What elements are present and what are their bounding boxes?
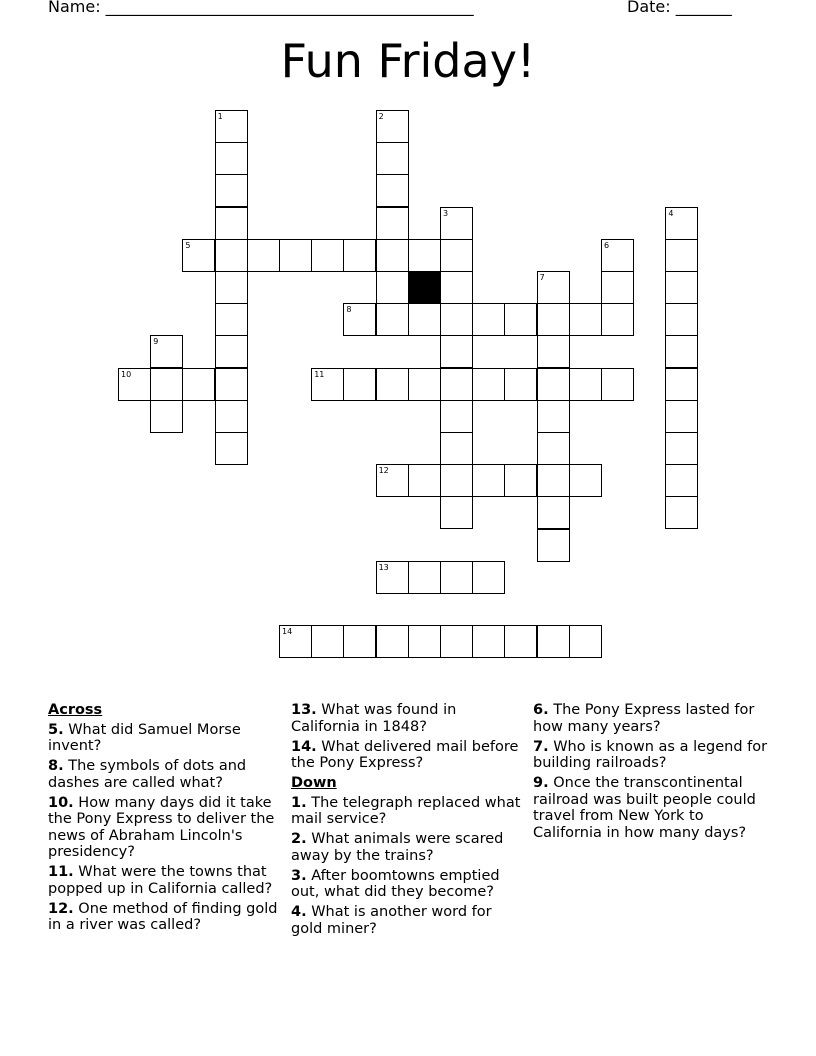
crossword-cell[interactable] xyxy=(440,271,473,304)
clue-across-5: 5. What did Samuel Morse invent? xyxy=(48,721,241,754)
crossword-cell[interactable] xyxy=(601,239,634,272)
crossword-cell[interactable] xyxy=(537,464,570,497)
crossword-cell[interactable] xyxy=(343,303,376,336)
clue-number: 9 xyxy=(153,337,159,347)
crossword-cell[interactable] xyxy=(376,207,409,240)
clue-down-7: 7. Who is known as a legend for building railroads? xyxy=(533,738,768,771)
crossword-cell[interactable] xyxy=(601,368,634,401)
crossword-cell[interactable] xyxy=(537,625,570,658)
crossword-cell[interactable] xyxy=(376,142,409,175)
crossword-cell[interactable] xyxy=(376,110,409,143)
crossword-cell[interactable] xyxy=(665,303,698,336)
crossword-cell[interactable] xyxy=(472,464,505,497)
clue-number: 5 xyxy=(185,240,191,250)
crossword-cell[interactable] xyxy=(569,368,602,401)
crossword-cell[interactable] xyxy=(215,207,248,240)
crossword-cell[interactable] xyxy=(311,239,344,272)
crossword-cell[interactable] xyxy=(472,561,505,594)
clue-column-3 xyxy=(533,702,773,845)
crossword-cell[interactable] xyxy=(440,561,473,594)
crossword-cell[interactable] xyxy=(665,271,698,304)
crossword-cell[interactable] xyxy=(376,464,409,497)
crossword-cell[interactable] xyxy=(408,561,441,594)
clue-number: 11 xyxy=(314,369,325,379)
crossword-cell[interactable] xyxy=(569,625,602,658)
clue-number: 7 xyxy=(539,273,545,282)
clue-across-14: 14. What delivered mail before the Pony Express? xyxy=(291,738,519,771)
crossword-cell[interactable] xyxy=(215,142,248,175)
crossword-cell[interactable] xyxy=(311,625,344,658)
crossword-cell[interactable] xyxy=(150,368,183,401)
crossword-cell[interactable] xyxy=(408,625,441,658)
clue-across-12: 12. One method of finding gold in a river was called? xyxy=(48,900,278,933)
crossword-cell[interactable] xyxy=(182,239,215,272)
crossword-cell[interactable] xyxy=(665,400,698,433)
crossword-cell[interactable] xyxy=(279,625,312,658)
crossword-cell[interactable] xyxy=(343,625,376,658)
clue-across-10: 10. How many days did it take the Pony Express to deliver the news of Abraham Lincoln's presidency? xyxy=(48,794,275,860)
crossword-cell[interactable] xyxy=(537,496,570,529)
crossword-cell[interactable] xyxy=(376,303,409,336)
clue-number: 10 xyxy=(121,369,132,379)
crossword-cell[interactable] xyxy=(376,271,409,304)
clue-number: 8 xyxy=(346,305,352,315)
clue-down-6: 6. The Pony Express lasted for how many years? xyxy=(533,702,755,735)
crossword-cell[interactable] xyxy=(376,368,409,401)
crossword-cell[interactable] xyxy=(215,335,248,368)
crossword-cell[interactable] xyxy=(408,464,441,497)
date-field[interactable]: Date: _______ xyxy=(627,0,732,16)
crossword-cell[interactable] xyxy=(472,303,505,336)
clue-number: 2 xyxy=(378,112,384,121)
crossword-cell[interactable] xyxy=(150,400,183,433)
crossword-cell[interactable] xyxy=(215,432,248,465)
clue-column-1 xyxy=(48,702,284,937)
crossword-cell[interactable] xyxy=(601,271,634,304)
crossword-cell[interactable] xyxy=(537,432,570,465)
crossword-cell[interactable] xyxy=(408,303,441,336)
crossword-cell[interactable] xyxy=(665,207,698,240)
crossword-cell[interactable] xyxy=(376,174,409,207)
crossword-cell[interactable] xyxy=(665,368,698,401)
crossword-cell[interactable] xyxy=(537,368,570,401)
down-heading: Down xyxy=(291,775,337,791)
crossword-cell[interactable] xyxy=(215,368,248,401)
clue-across-13: 13. What was found in California in 1848? xyxy=(291,702,457,735)
crossword-cell[interactable] xyxy=(440,303,473,336)
crossword-cell[interactable] xyxy=(665,496,698,529)
clue-across-8: 8. The symbols of dots and dashes are called what? xyxy=(48,758,247,791)
crossword-cell[interactable] xyxy=(215,271,248,304)
crossword-cell[interactable] xyxy=(440,496,473,529)
crossword-cell[interactable] xyxy=(440,400,473,433)
crossword-cell[interactable] xyxy=(408,368,441,401)
page-title: Fun Friday! xyxy=(280,34,536,88)
name-field[interactable]: Name: ______________________________________________ xyxy=(48,0,474,16)
crossword-cell[interactable] xyxy=(343,368,376,401)
crossword-cell[interactable] xyxy=(215,174,248,207)
crossword-cell[interactable] xyxy=(472,368,505,401)
across-heading: Across xyxy=(48,702,103,718)
clue-number: 1 xyxy=(217,112,223,121)
crossword-cell[interactable] xyxy=(504,625,537,658)
clue-down-1: 1. The telegraph replaced what mail service? xyxy=(291,794,521,827)
clue-number: 12 xyxy=(378,466,389,476)
clue-down-3: 3. After boomtowns emptied out, what did they become? xyxy=(291,867,500,900)
clue-number: 14 xyxy=(282,627,293,637)
crossword-cell[interactable] xyxy=(247,239,280,272)
crossword-cell[interactable] xyxy=(215,400,248,433)
crossword-cell[interactable] xyxy=(182,368,215,401)
clue-number: 3 xyxy=(443,208,449,218)
clue-column-2 xyxy=(291,702,523,941)
crossword-cell[interactable] xyxy=(279,239,312,272)
crossword-cell[interactable] xyxy=(440,239,473,272)
crossword-cell[interactable] xyxy=(440,432,473,465)
crossword-cell[interactable] xyxy=(440,207,473,240)
crossword-cell[interactable] xyxy=(440,464,473,497)
crossword-black-cell xyxy=(408,271,441,304)
crossword-cell[interactable] xyxy=(537,303,570,336)
clue-across-11: 11. What were the towns that popped up in California called? xyxy=(48,864,273,897)
crossword-cell[interactable] xyxy=(569,464,602,497)
crossword-cell[interactable] xyxy=(440,368,473,401)
crossword-cell[interactable] xyxy=(376,561,409,594)
crossword-cell[interactable] xyxy=(311,368,344,401)
crossword-cell[interactable] xyxy=(215,303,248,336)
crossword-cell[interactable] xyxy=(601,303,634,336)
clue-number: 13 xyxy=(378,562,389,572)
crossword-cell[interactable] xyxy=(440,335,473,368)
clue-down-9: 9. Once the transcontinental railroad was built people could travel from New York to California in how many days? xyxy=(533,775,756,841)
crossword-cell[interactable] xyxy=(665,239,698,272)
clue-number: 6 xyxy=(604,240,610,250)
clue-down-2: 2. What animals were scared away by the trains? xyxy=(291,831,504,864)
crossword-cell[interactable] xyxy=(440,625,473,658)
crossword-cell[interactable] xyxy=(408,239,441,272)
crossword-cell[interactable] xyxy=(215,110,248,143)
crossword-cell[interactable] xyxy=(376,239,409,272)
crossword-cell[interactable] xyxy=(665,464,698,497)
crossword-cell[interactable] xyxy=(504,464,537,497)
crossword-cell[interactable] xyxy=(504,303,537,336)
crossword-cell[interactable] xyxy=(537,400,570,433)
crossword-cell[interactable] xyxy=(537,529,570,562)
clue-number: 4 xyxy=(668,208,674,218)
crossword-cell[interactable] xyxy=(150,335,183,368)
crossword-cell[interactable] xyxy=(376,625,409,658)
crossword-cell[interactable] xyxy=(504,368,537,401)
crossword-cell[interactable] xyxy=(472,625,505,658)
clue-down-4: 4. What is another word for gold miner? xyxy=(291,904,492,937)
crossword-cell[interactable] xyxy=(537,271,570,304)
crossword-cell[interactable] xyxy=(215,239,248,272)
crossword-cell[interactable] xyxy=(537,335,570,368)
crossword-cell[interactable] xyxy=(569,303,602,336)
crossword-cell[interactable] xyxy=(118,368,151,401)
crossword-cell[interactable] xyxy=(665,432,698,465)
crossword-cell[interactable] xyxy=(343,239,376,272)
crossword-cell[interactable] xyxy=(665,335,698,368)
